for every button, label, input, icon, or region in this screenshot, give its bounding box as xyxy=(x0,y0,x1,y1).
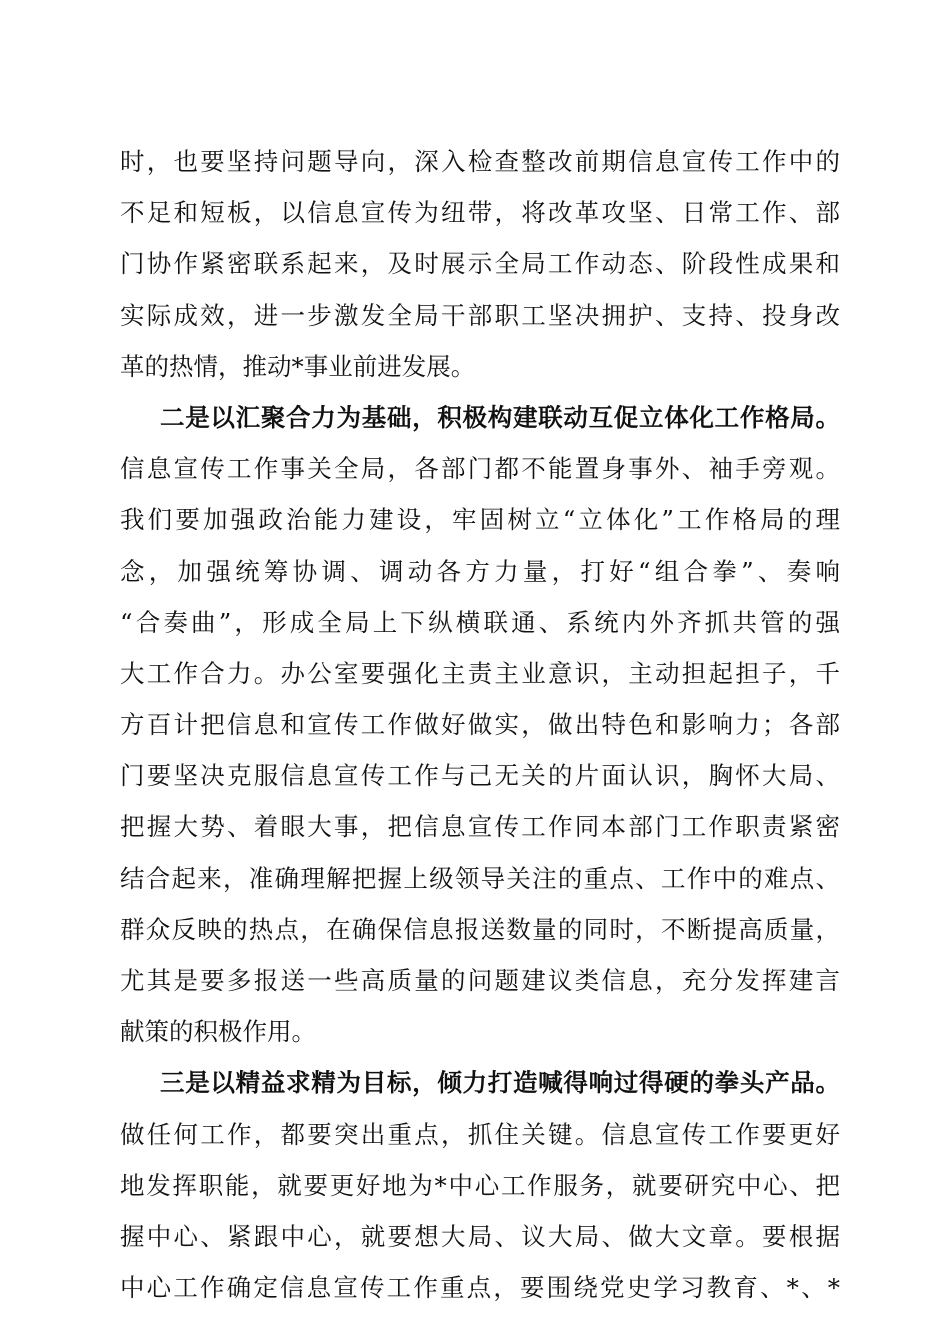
text-line: 门要坚决克服信息宣传工作与己无关的片面认识，胸怀大局、 xyxy=(120,761,840,791)
section-heading-3: 三是以精益求精为目标，倾力打造喊得响过得硬的拳头产品。 xyxy=(160,1068,840,1098)
text-line: 做任何工作，都要突出重点，抓住关键。信息宣传工作要更好 xyxy=(120,1119,840,1149)
text-line: 门协作紧密联系起来，及时展示全局工作动态、阶段性成果和 xyxy=(120,249,840,279)
text-line: 我们要加强政治能力建设，牢固树立“立体化”工作格局的理 xyxy=(120,505,840,535)
text-line: 握中心、紧跟中心，就要想大局、议大局、做大文章。要根据 xyxy=(120,1221,840,1251)
text-line: 念，加强统筹协调、调动各方力量，打好“组合拳”、奏响 xyxy=(120,556,840,586)
text-line: 尤其是要多报送一些高质量的问题建议类信息，充分发挥建言 xyxy=(120,966,840,995)
text-line: 革的热情，推动*事业前进发展。 xyxy=(120,351,476,381)
text-line: 献策的积极作用。 xyxy=(120,1017,316,1047)
text-line: 方百计把信息和宣传工作做好做实，做出特色和影响力；各部 xyxy=(120,710,840,740)
text-line: 信息宣传工作事关全局，各部门都不能置身事外、袖手旁观。 xyxy=(120,454,840,484)
text-line: “合奏曲”，形成全局上下纵横联通、系统内外齐抓共管的强 xyxy=(120,607,840,637)
text-line: 把握大势、着眼大事，把信息宣传工作同本部门工作职责紧密 xyxy=(120,812,840,842)
text-line: 大工作合力。办公室要强化主责主业意识，主动担起担子，千 xyxy=(120,658,840,688)
text-line: 群众反映的热点，在确保信息报送数量的同时，不断提高质量， xyxy=(120,914,840,944)
text-line: 不足和短板，以信息宣传为纽带，将改革攻坚、日常工作、部 xyxy=(120,198,840,228)
document-body xyxy=(120,136,840,1313)
text-line: 地发挥职能，就要更好地为*中心工作服务，就要研究中心、把 xyxy=(120,1170,840,1200)
section-heading-2: 二是以汇聚合力为基础，积极构建联动互促立体化工作格局。 xyxy=(160,402,840,432)
text-line: 中心工作确定信息宣传工作重点，要围绕党史学习教育、*、* xyxy=(120,1273,840,1303)
text-line: 实际成效，进一步激发全局干部职工坚决拥护、支持、投身改 xyxy=(120,300,840,330)
text-line: 结合起来，准确理解把握上级领导关注的重点、工作中的难点、 xyxy=(120,863,840,893)
text-line: 时，也要坚持问题导向，深入检查整改前期信息宣传工作中的 xyxy=(120,147,840,176)
